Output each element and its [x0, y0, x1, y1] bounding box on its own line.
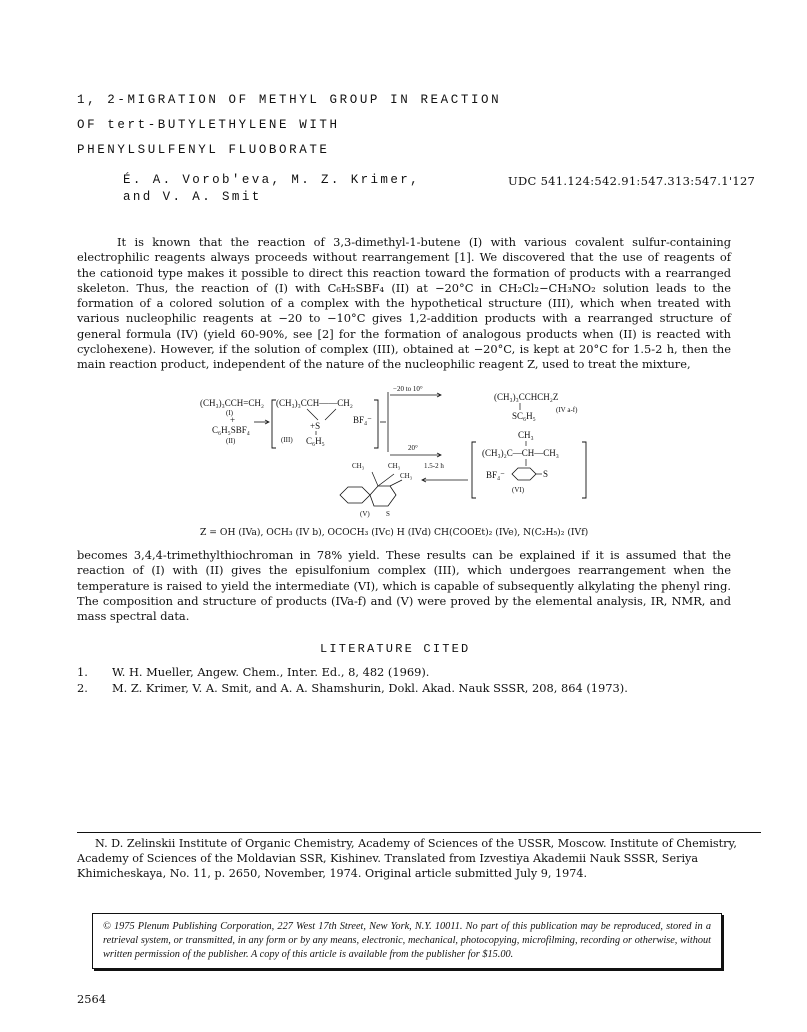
body-paragraph-2: becomes 3,4,4-trimethylthiochroman in 78% yield. These results can be explained if it is assumed that the reaction of (I) with (II) gives the episulfonium complex (III), which undergoes rearrangement when the temperature is raised to yield the intermediate (VI), which is capable of subsequently alkylating the phenyl ring. The composition and structure of products (IVa-f) and (V) were proved by the elemental analysis, IR, NMR, and mass spectral data.	[77, 548, 731, 624]
bracket-right-vi	[582, 442, 586, 498]
title-line-2: OF tert-BUTYLETHYLENE WITH	[77, 118, 340, 132]
v-sulfur: S	[386, 510, 390, 518]
v-methyl-a: CH₃	[352, 462, 365, 470]
v-methyl-c: CH₃	[400, 472, 413, 480]
condition-time: 1.5-2 h	[424, 462, 444, 470]
reactant-1: (CH₃)₃CCH=CH₂	[200, 398, 264, 408]
udc-code: UDC 541.124:542.91:547.313:547.1'127	[508, 174, 756, 188]
product-iv-substituent: SC₆H₅	[512, 411, 536, 421]
substituent-caption: Z = OH (IVa), OCH₃ (IV b), OCOCH₃ (IVc) H (IVd) CH(COOEt)₂ (IVe), N(C₂H₅)₂ (IVf)	[200, 527, 589, 538]
vi-methyl: CH₃	[518, 430, 534, 440]
label-vi: (VI)	[512, 486, 525, 494]
complex-phenyl: C₆H₅	[306, 436, 325, 446]
copyright-box	[92, 913, 722, 969]
product-iv: (CH₃)₃CCHCH₂Z	[494, 392, 559, 402]
reference-1-number: 1.	[77, 665, 88, 679]
page-number: 2564	[77, 992, 106, 1006]
reference-2-text: M. Z. Krimer, V. A. Smit, and A. A. Shamshurin, Dokl. Akad. Nauk SSSR, 208, 864 (1973).	[112, 681, 628, 695]
reference-2-number: 2.	[77, 681, 88, 695]
v-methyl-b: CH₃	[388, 462, 401, 470]
label-ii: (II)	[226, 437, 236, 445]
footnote-body: N. D. Zelinskii Institute of Organic Chemistry, Academy of Sciences of the USSR, Moscow. Institute of Chemistry, Academy of Sciences of the Moldavian SSR, Kishinev. Translated from Izvestiya Akademii Nauk SSSR, Seriya Khimicheskaya, No. 11, p. 2650, November, 1974. Original article submitted July 9, 1974.	[77, 837, 737, 880]
reaction-scheme	[190, 382, 610, 522]
vi-bf4: BF₄⁻	[486, 470, 505, 480]
authors-line-2: and V. A. Smit	[123, 190, 262, 204]
v-thio-ring	[370, 486, 396, 506]
vi-chain: (CH₃)₂C—CH—CH₃	[482, 448, 559, 458]
plus-sign: +	[230, 415, 236, 425]
title-line-3: PHENYLSULFENYL FLUOBORATE	[77, 143, 330, 157]
bracket-left-vi	[472, 442, 476, 498]
label-iv: (IV a-f)	[556, 406, 578, 414]
label-i: (I)	[226, 409, 233, 417]
vi-benzene-ring	[512, 468, 536, 480]
label-v: (V)	[360, 510, 370, 518]
footnote-text	[77, 836, 753, 881]
complex-sulfonium: +S	[310, 421, 321, 431]
vi-sulfur: S	[543, 469, 549, 479]
condition-warm: 20°	[408, 444, 418, 452]
v-benzene-ring	[340, 487, 370, 503]
complex-bf4: BF₄⁻	[353, 415, 372, 425]
complex-top: (CH₃)₃CCH——CH₂	[276, 398, 353, 408]
literature-heading: LITERATURE CITED	[320, 642, 471, 656]
footnote-rule	[77, 832, 761, 833]
reference-1-text: W. H. Mueller, Angew. Chem., Inter. Ed., 8, 482 (1969).	[112, 665, 430, 679]
reactant-2: C₆H₅SBF₄	[212, 425, 250, 435]
copyright-text: © 1975 Plenum Publishing Corporation, 227 West 17th Street, New York, N.Y. 10011. No part of this publication may be reproduced, stored in a retrieval system, or transmitted, in any form or by any means, electronic, mechanical, photocopying, microfilming, recording or otherwise, without written permission of the publisher. A copy of this article is available from the publisher for $15.00.	[103, 921, 711, 960]
label-iii: (III)	[281, 436, 293, 444]
bracket-right-iii	[374, 400, 378, 448]
title-line-1: 1, 2-MIGRATION OF METHYL GROUP IN REACTION	[77, 93, 502, 107]
authors-line-1: É. A. Vorob'eva, M. Z. Krimer,	[123, 173, 421, 187]
body-paragraph-1: It is known that the reaction of 3,3-dimethyl-1-butene (I) with various covalent sulfur-containing electrophilic reagents always proceeds without rearrangement [1]. We discovered that the use of reagents of the cationoid type makes it possible to direct this reaction toward the formation of products with a rearranged skeleton. Thus, the reaction of (I) with C₆H₅SBF₄ (II) at −20°C in CH₂Cl₂−CH₃NO₂ solution leads to the formation of a colored solution of a complex with the hypothetical structure (III), which when treated with various nucleophilic reagents at −20 to −10°C gives 1,2-addition products with a rearranged structure of general formula (IV) (yield 60-90%, see [2] for the formation of analogous products when (II) is reacted with cyclohexene). However, if the solution of complex (III), obtained at −20°C, is kept at 20°C for 1.5-2 h, then the main reaction product, independent of the nature of the nucleophilic reagent Z, used to treat the mixture,	[77, 235, 731, 372]
condition-cold: −20 to 10°	[393, 385, 423, 393]
